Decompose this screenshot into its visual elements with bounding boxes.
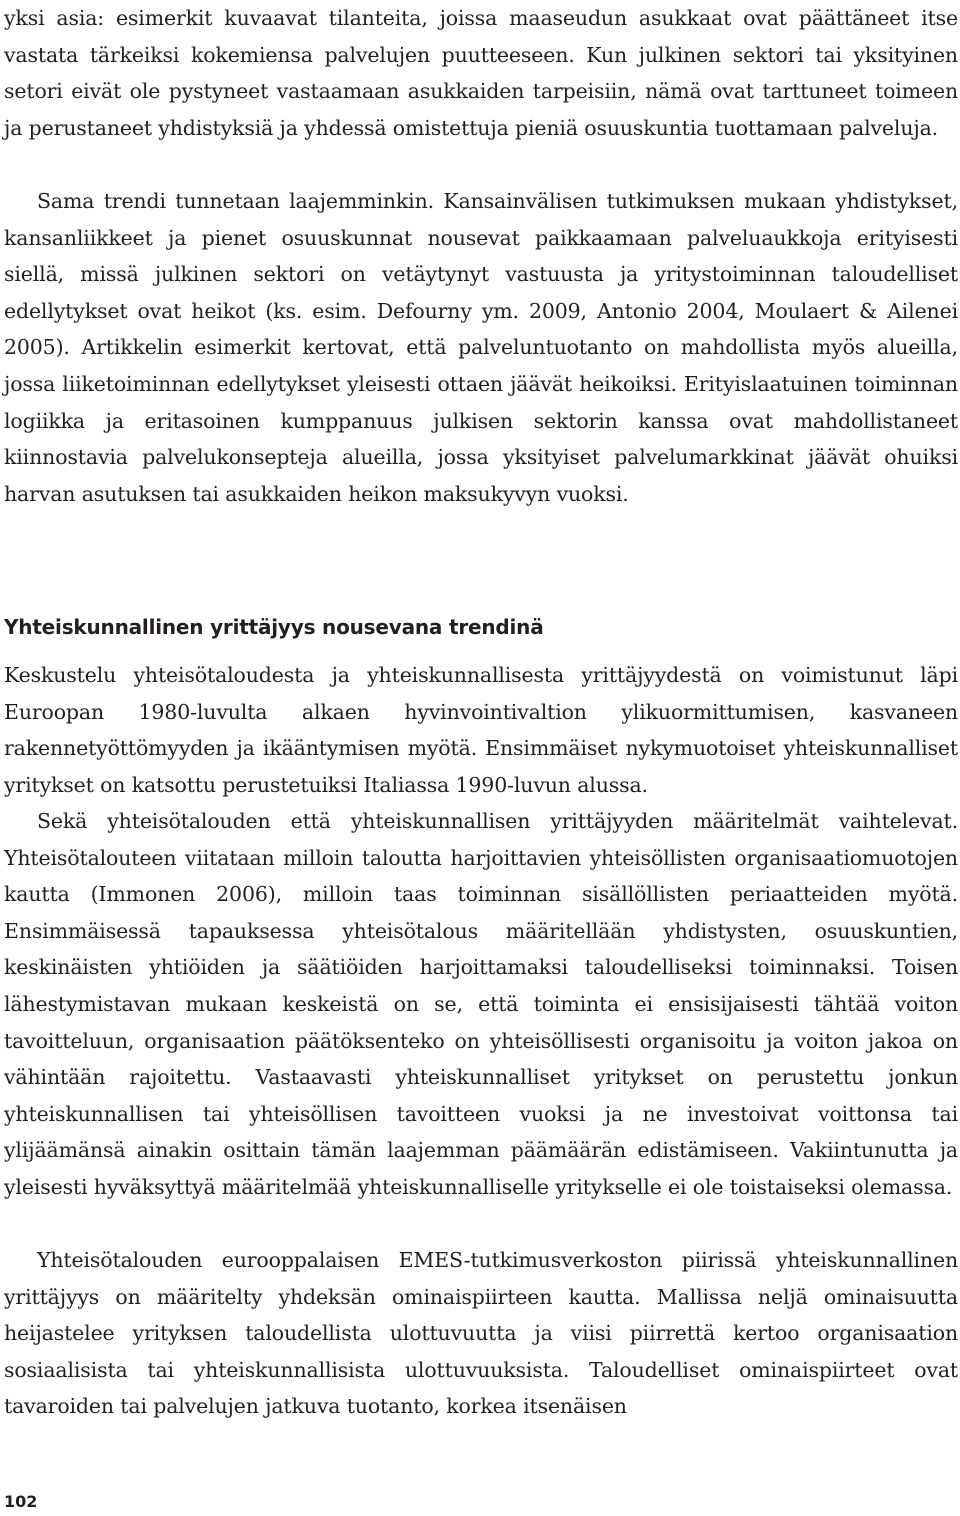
section-paragraph-emes: Yhteisötalouden eurooppalaisen EMES-tutkimusverkoston piirissä yhteiskunnallinen yrittäjyys on määritelty yhdeksän ominaispiirteen kautta. Mallissa neljä ominaisuutta heijastelee yrityksen taloudellista ulottuvuutta ja viisi piirrettä kertoo organisaation sosiaalisista tai yhteiskunnallisista ulottuvuuksista. Taloudelliset ominaispiirteet ovat tavaroiden tai palvelujen jatkuva tuotanto, korkea itsenäisen: [4, 1248, 958, 1419]
page-number: 102: [4, 1492, 38, 1511]
body-paragraph: Sama trendi tunnetaan laajemminkin. Kansainvälisen tutkimuksen mukaan yhdistykset, kansanliikkeet ja pienet osuuskunnat nousevat paikkaamaan palveluaukkoja erityisesti siellä, missä julkinen sektori on vetäytynyt vastuusta ja yritystoiminnan taloudelliset edellytykset ovat heikot (ks. esim. Defourny ym. 2009, Antonio 2004, Moulaert & Ailenei 2005). Artikkelin esimerkit kertovat, että palveluntuotanto on mahdollista myös alueilla, jossa liiketoiminnan edellytykset yleisesti ottaen jäävät heikoiksi. Erityislaatuinen toiminnan logiikka ja eritasoinen kumppanuus julkisen sektorin kanssa ovat mahdollistaneet kiinnostavia palvelukonsepteja alueilla, jossa yksityiset palvelumarkkinat jäävät ohuiksi harvan asutuksen tai asukkaiden heikon maksukyvyn vuoksi.: [4, 189, 958, 506]
section-paragraph-intro: Keskustelu yhteisötaloudesta ja yhteiskunnallisesta yrittäjyydestä on voimistunut läpi Euroopan 1980-luvulta alkaen hyvinvointivaltion ylikuormittumisen, kasvaneen rakennetyöttömyyden ja ikääntymisen myötä. Ensimmäiset nykymuotoiset yhteiskunnalliset yritykset on katsottu perustetuiksi Italiassa 1990-luvun alussa.: [4, 663, 958, 797]
section-heading: Yhteiskunnallinen yrittäjyys nousevana trendinä: [4, 615, 544, 639]
section-paragraph-definitions: Sekä yhteisötalouden että yhteiskunnallisen yrittäjyyden määritelmät vaihtelevat. Yhteisötalouteen viitataan milloin taloutta harjoittavien yhteisöllisten organisaatiomuotojen kautta (Immonen 2006), milloin taas toiminnan sisällöllisten periaatteiden myötä. Ensimmäisessä tapauksessa yhteisötalous määritellään yhdistysten, osuuskuntien, keskinäisten yhtiöiden ja säätiöiden harjoittamaksi taloudelliseksi toiminnaksi. Toisen lähestymistavan mukaan keskeistä on se, että toiminta ei ensisijaisesti tähtää voiton tavoitteluun, organisaation päätöksenteko on yhteisöllisesti organisoitu ja voiton jakoa on vähintään rajoitettu. Vastaavasti yhteiskunnalliset yritykset on perustettu jonkun yhteiskunnallisen tai yhteisöllisen tavoitteen vuoksi ja ne investoivat voittonsa tai ylijäämänsä ainakin osittain tämän laajemman päämäärän edistämiseen. Vakiintunutta ja yleisesti hyväksyttyä määritelmää yhteiskunnalliselle yritykselle ei ole toistaiseksi olemassa.: [4, 809, 958, 1199]
body-paragraph-continuation: yksi asia: esimerkit kuvaavat tilanteita, joissa maaseudun asukkaat ovat päättäneet itse vastata tärkeiksi kokemiensa palvelujen puutteeseen. Kun julkinen sektori tai yksityinen setori eivät ole pystyneet vastaamaan asukkaiden tarpeisiin, nämä ovat tarttuneet toimeen ja perustaneet yhdistyksiä ja yhdessä omistettuja pieniä osuuskuntia tuottamaan palveluja.: [4, 6, 958, 140]
